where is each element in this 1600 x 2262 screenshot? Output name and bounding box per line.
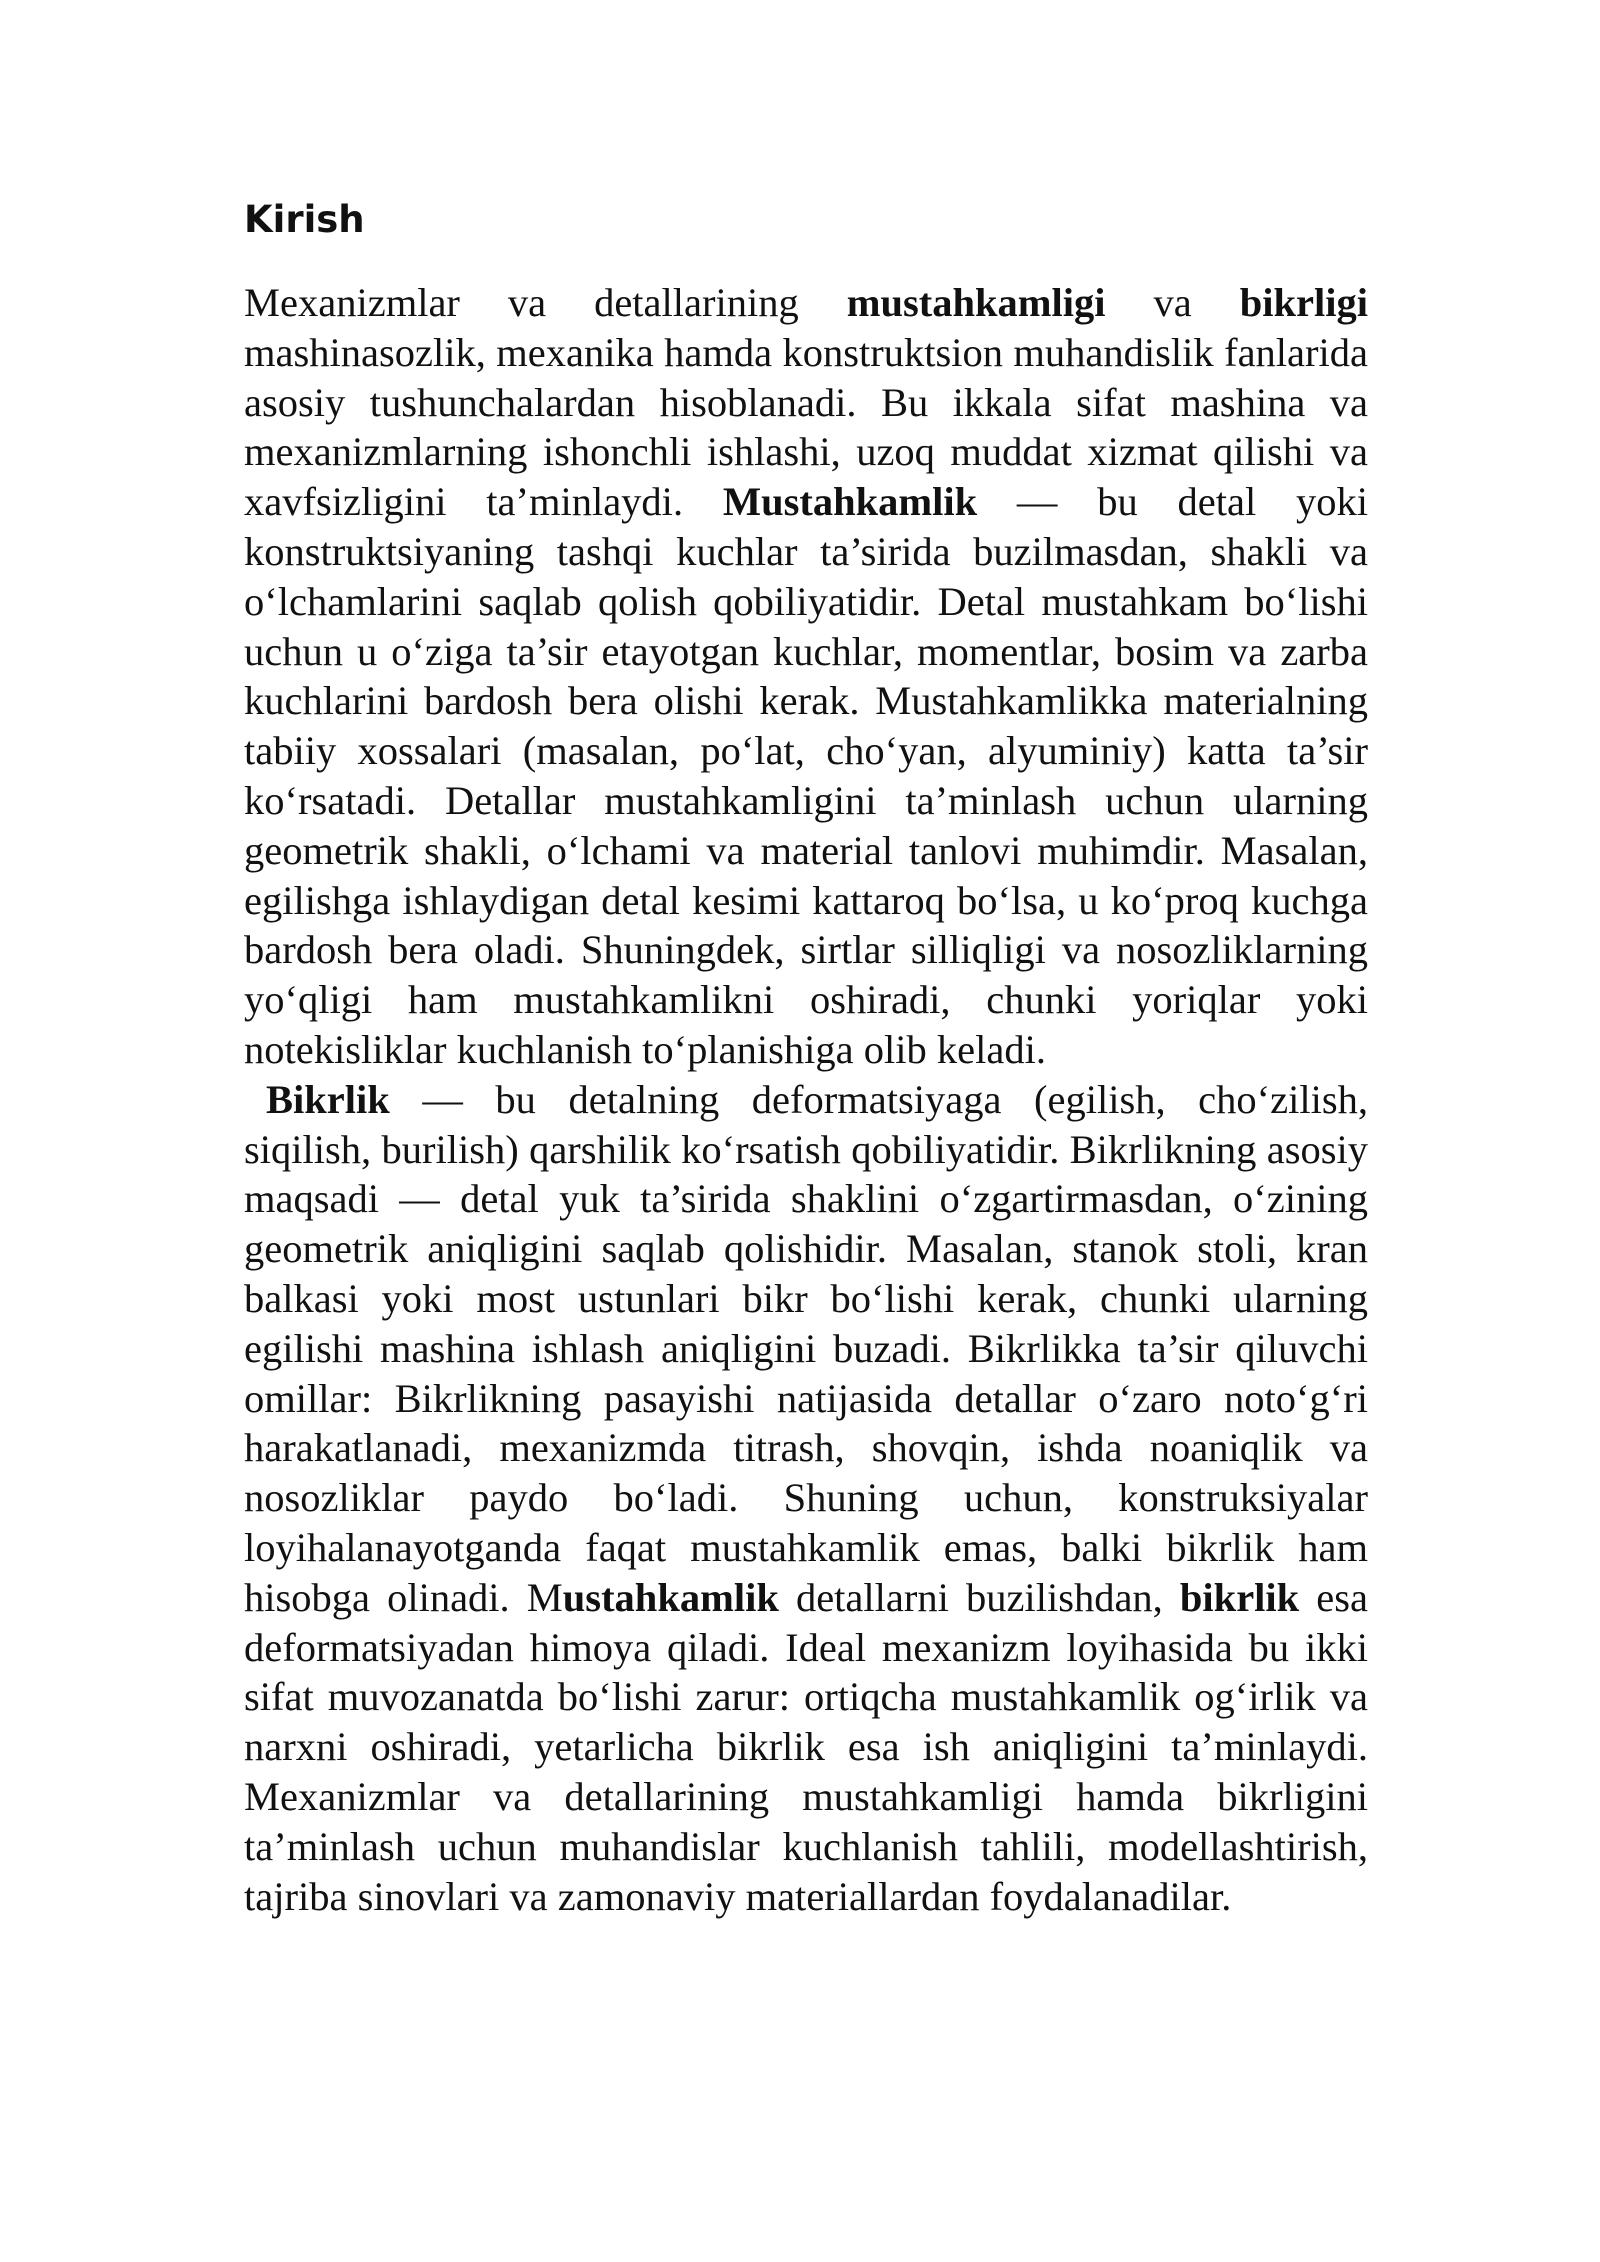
term-ustahkamlik: ustahkamlik (562, 1574, 779, 1620)
paragraph-strength (244, 278, 1368, 1075)
text-run: va (1105, 280, 1240, 325)
term-mustahkamlik: Mustahkamlik (722, 479, 978, 525)
term-bikrlik-2: bikrlik (1179, 1574, 1300, 1620)
text-run: — bu detal yoki konstruktsiyaning tashqi kuchlar ta’sirida buzilmasdan, shakli va o‘lchamlarini saqlab qolish qobiliyatidir. Detal mustahkam bo‘lishi uchun u o‘ziga ta’sir etayotgan kuchlar, momentlar, bosim va zarba kuchlarini bardosh bera olishi kerak. Mustahkamlikka materialning tabiiy xossalari (masalan, po‘lat, cho‘yan, alyuminiy) katta ta’sir ko‘rsatadi. Detallar mustahkamligini ta’minlash uchun ularning geometrik shakli, o‘lchami va material tanlovi muhimdir. Masalan, egilishga ishlaydigan detal kesimi kattaroq bo‘lsa, u ko‘proq kuchga bardosh bera oladi. Shuningdek, sirtlar silliqligi va nosozliklarning yo‘qligi ham mustahkamlikni oshiradi, chunki yoriqlar yoki notekisliklar kuchlanish to‘planishiga olib keladi. (244, 479, 1368, 1072)
paragraph-stiffness (244, 1075, 1368, 1922)
text-run: detallarni buzilishdan, (778, 1574, 1180, 1620)
term-mustahkamligi: mustahkamligi (846, 280, 1106, 325)
term-bikrligi: bikrligi (1239, 280, 1368, 325)
term-bikrlik: Bikrlik (266, 1076, 390, 1122)
text-run: Mexanizmlar va detallarining (244, 280, 847, 325)
text-run: mashinasozlik, mexanika hamda konstruktsion muhandislik fanlarida asosiy tushunchalardan hisoblanadi. Bu ikkala sifat mashina va mexanizmlarning ishonchli ishlashi, uzoq muddat xizmat qilishi va xavfsizligini ta’minlaydi. (244, 329, 1368, 525)
text-run: esa deformatsiyadan himoya qiladi. Ideal mexanizm loyihasida bu ikki sifat muvozanatda bo‘lishi zarur: ortiqcha mustahkamlik og‘irlik va narxni oshiradi, yetarlicha bikrlik esa ish aniqligini ta’minlaydi. Mexanizmlar va detallarining mustahkamligi hamda bikrligini ta’minlash uchun muhandislar kuchlanish tahlili, modellashtirish, tajriba sinovlari va zamonaviy materiallardan foydalanadilar. (244, 1574, 1368, 1919)
section-heading: Kirish (244, 198, 365, 241)
document-page (244, 190, 1368, 1921)
text-run: — bu detalning deformatsiyaga (egilish, cho‘zilish, siqilish, burilish) qarshilik ko‘rsatish qobiliyatidir. Bikrlikning asosiy maqsadi — detal yuk ta’sirida shaklini o‘zgartirmasdan, o‘zining geometrik aniqligini saqlab qolishidir. Masalan, stanok stoli, kran balkasi yoki most ustunlari bikr bo‘lishi kerak, chunki ularning egilishi mashina ishlash aniqligini buzadi. Bikrlikka ta’sir qiluvchi omillar: Bikrlikning pasayishi natijasida detallar o‘zaro noto‘g‘ri harakatlanadi, mexanizmda titrash, shovqin, ishda noaniqlik va nosozliklar paydo bo‘ladi. Shuning uchun, konstruksiyalar loyihalanayotganda faqat mustahkamlik emas, balki bikrlik ham hisobga olinadi. M (244, 1076, 1368, 1620)
